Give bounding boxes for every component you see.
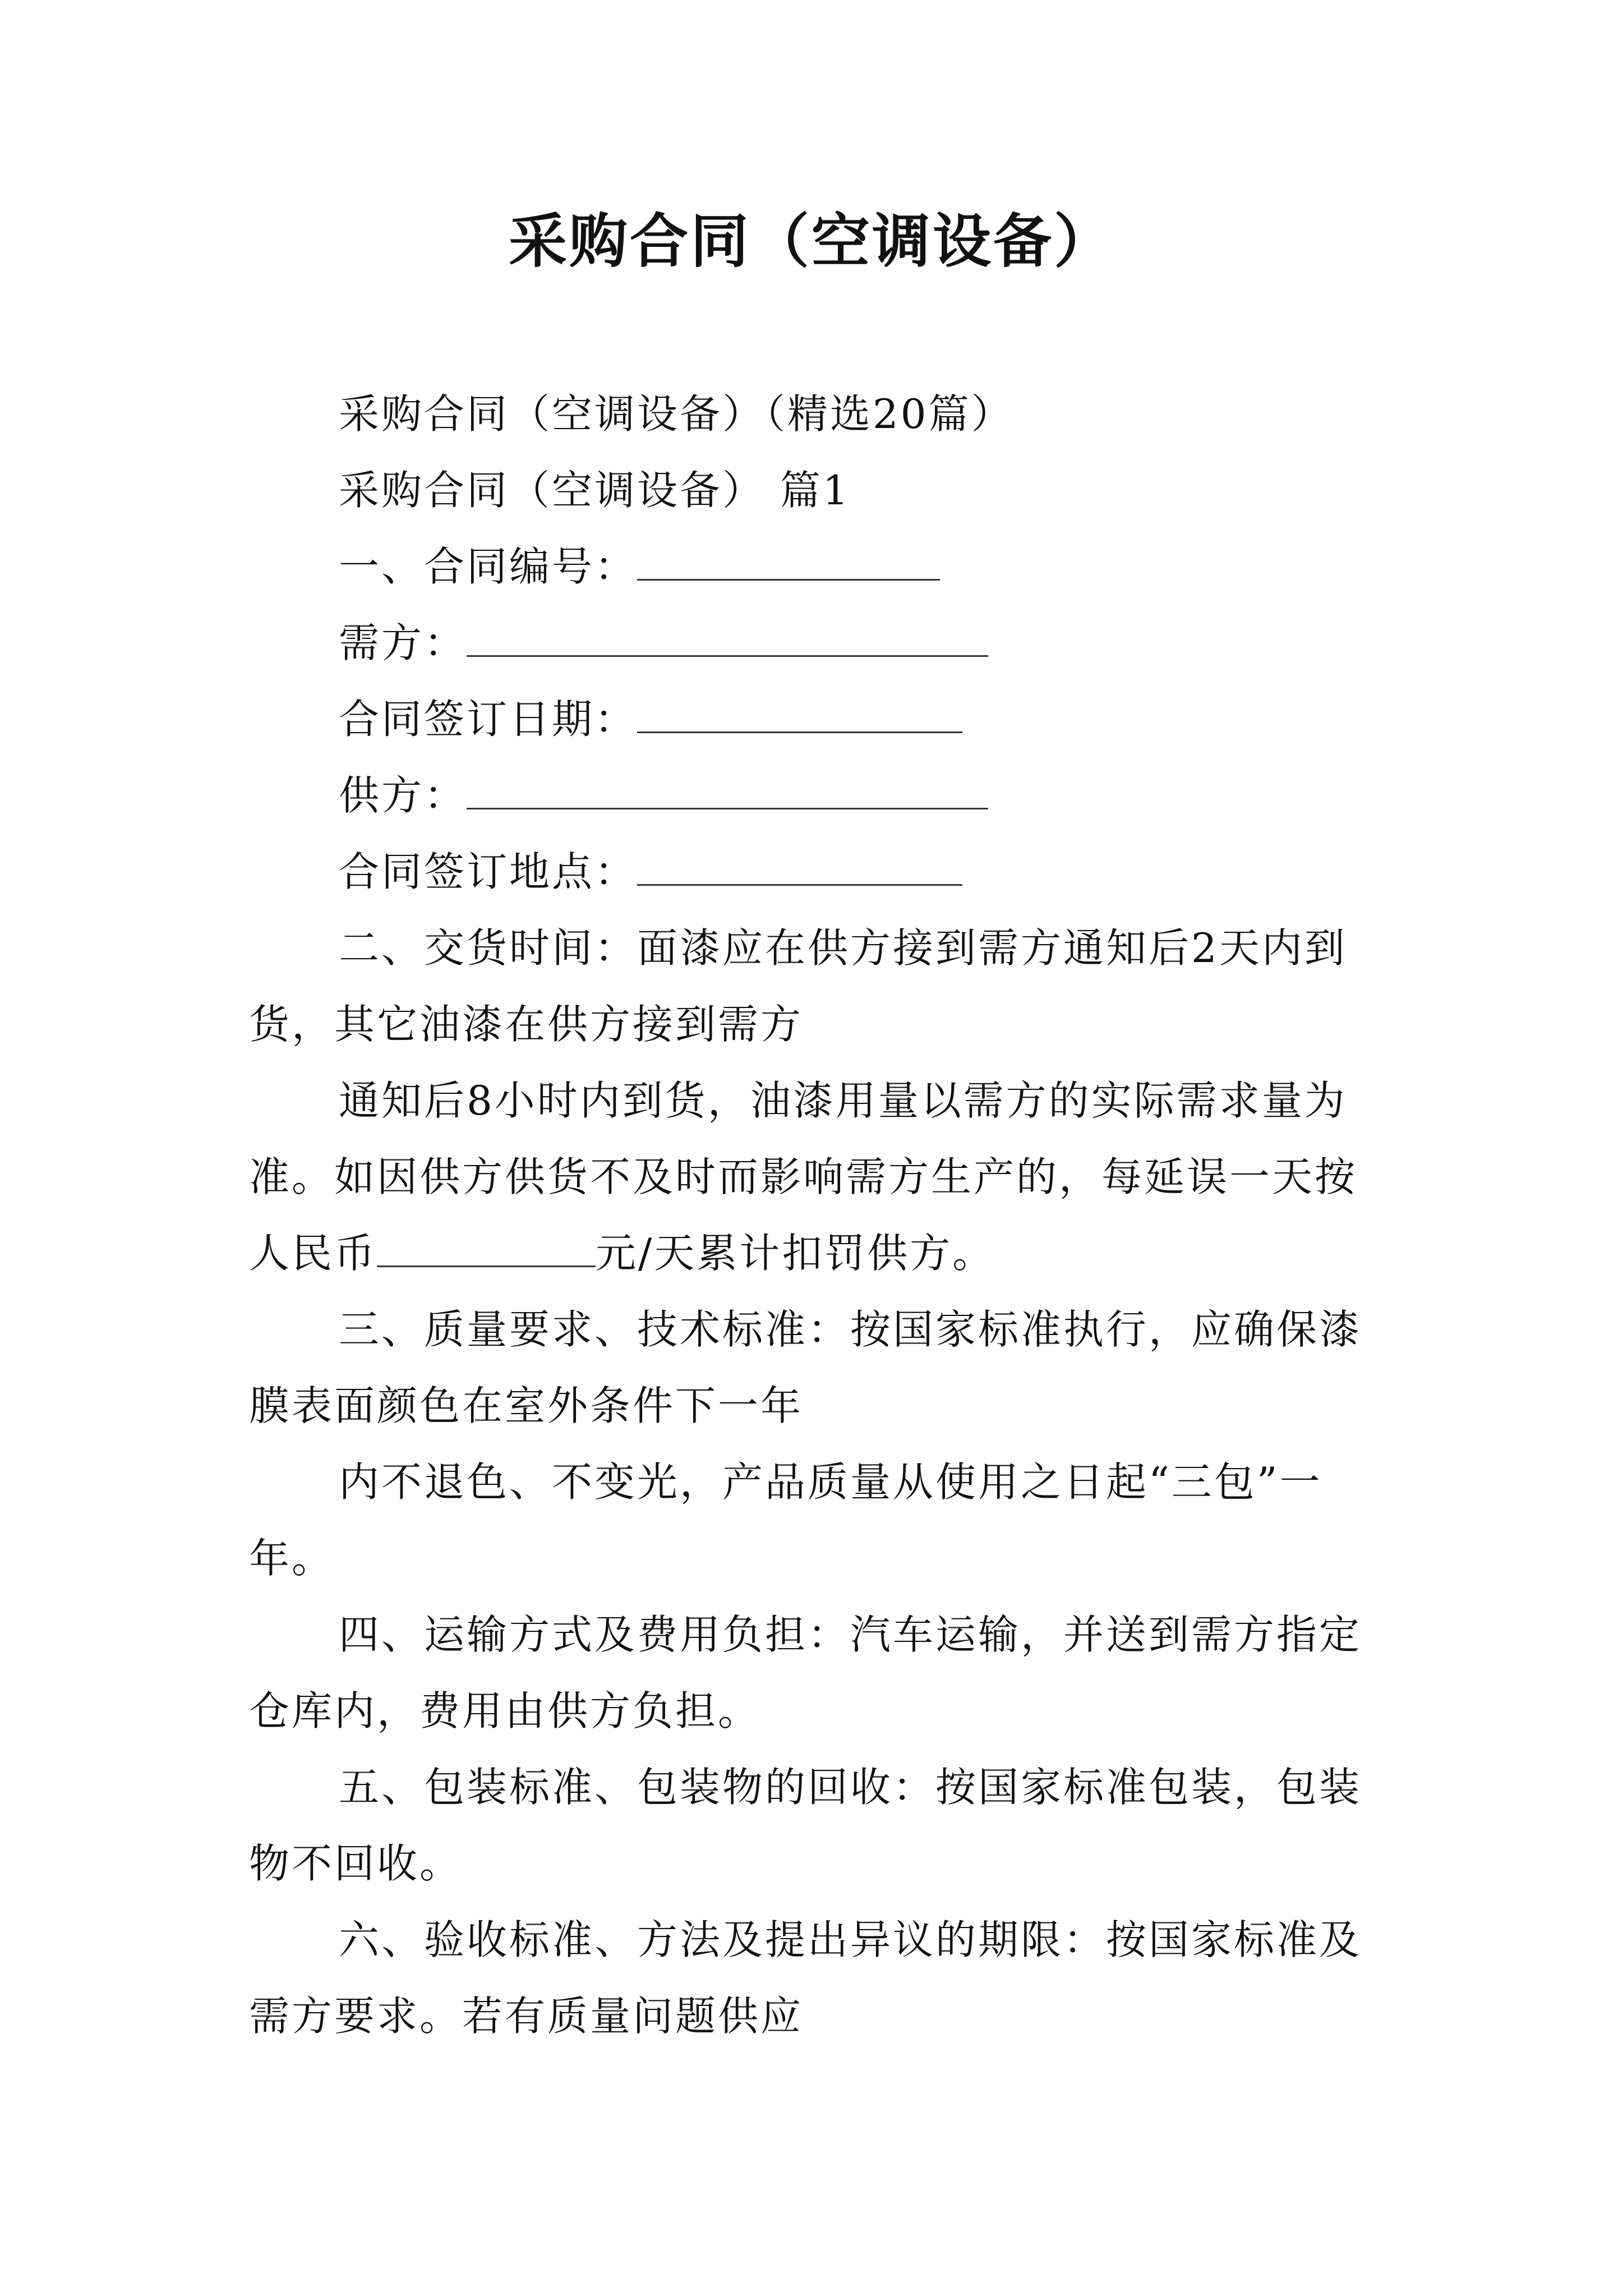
field-buyer	[249, 605, 1393, 681]
supplier-blank	[467, 761, 988, 809]
section-heading: 采购合同（空调设备） 篇1	[339, 467, 851, 514]
document-body	[249, 376, 1393, 2054]
clause-2b-text: 通知后8小时内到货，油漆用量以需方的实际需求量为准。如因供方供货不及时而影响需方生产的，每延误一天按人民币	[249, 1077, 1358, 1277]
field-supplier	[249, 757, 1393, 834]
document-title: 采购合同（空调设备）	[508, 206, 1114, 275]
clause-6: 六、验收标准、方法及提出异议的期限：按国家标准及需方要求。若有质量问题供应	[249, 1916, 1362, 2040]
field-label: 一、合同编号：	[339, 543, 638, 590]
field-sign-place	[249, 834, 1393, 910]
field-contract-number	[249, 528, 1393, 605]
field-sign-date	[249, 681, 1393, 757]
document-subtitle: 采购合同（空调设备）（精选20篇）	[339, 390, 1014, 438]
clause-2a: 二、交货时间：面漆应在供方接到需方通知后2天内到货，其它油漆在供方接到需方	[249, 924, 1347, 1048]
sign-place-blank	[637, 837, 962, 886]
clause-2b-suffix: 元/天累计扣罚供方。	[596, 1230, 995, 1277]
clause-4: 四、运输方式及费用负担：汽车运输，并送到需方指定仓库内，费用由供方负担。	[249, 1611, 1362, 1734]
sign-date-blank	[637, 684, 962, 733]
buyer-blank	[467, 608, 988, 657]
field-label: 合同签订地点：	[339, 848, 638, 895]
field-label: 供方：	[339, 772, 467, 819]
clause-2b	[249, 1062, 1393, 1291]
field-label: 需方：	[339, 619, 467, 666]
field-label: 合同签订日期：	[339, 696, 638, 743]
contract-number-blank	[637, 532, 940, 581]
clause-5: 五、包装标准、包装物的回收：按国家标准包装，包装物不回收。	[249, 1764, 1362, 1887]
penalty-amount-blank	[377, 1226, 596, 1267]
clause-3a: 三、质量要求、技术标准：按国家标准执行，应确保漆膜表面颜色在室外条件下一年	[249, 1306, 1362, 1429]
clause-3b: 内不退色、不变光，产品质量从使用之日起“三包”一年。	[249, 1458, 1322, 1582]
